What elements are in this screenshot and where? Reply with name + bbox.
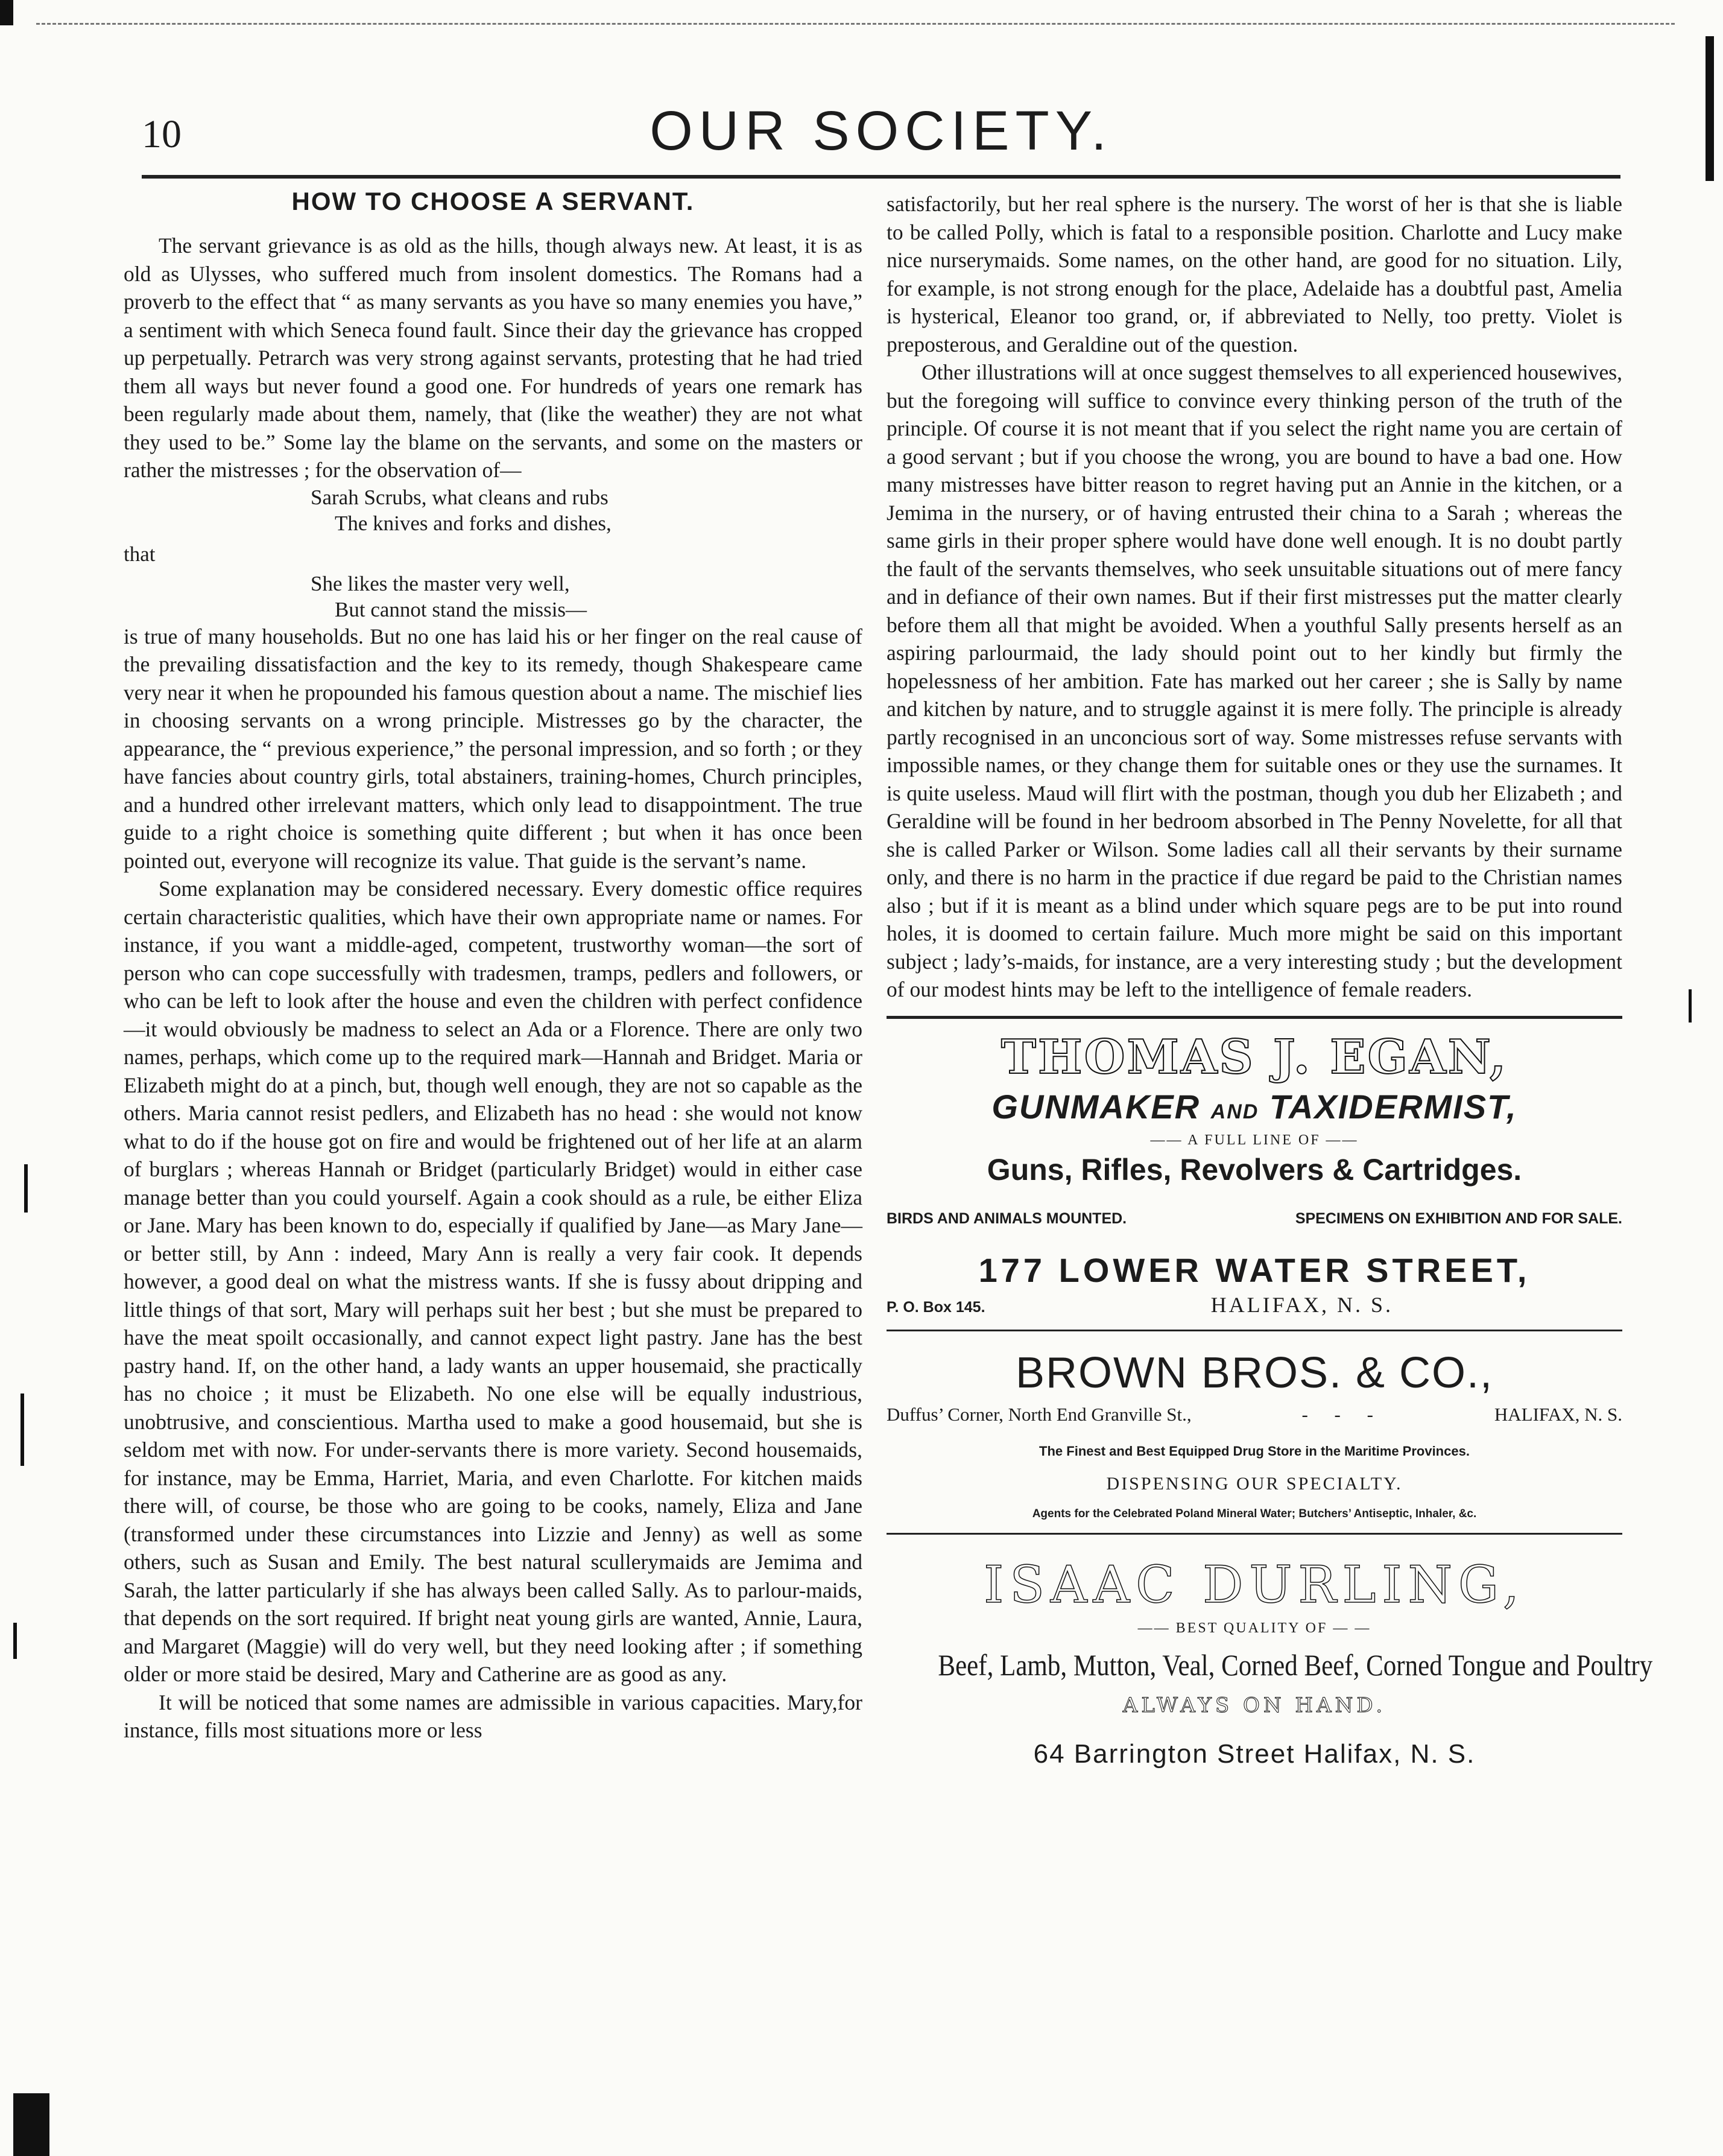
egan-advertisement (887, 1030, 1622, 1317)
journal-title: OUR SOCIETY. (650, 100, 1113, 162)
durling-street: 64 Barrington Street Halifax, N. S. (1033, 1739, 1476, 1769)
article-right-column (887, 190, 1653, 1769)
verse-line-1: Sarah Scrubs, what cleans and rubs (311, 485, 609, 509)
article-left-column (124, 187, 862, 1745)
article-paragraph-3: Some explanation may be considered necessary. Every domestic office requires certain characteristic qualities, which have their own appropriate name or names. For instance, if you want a middle-aged, competent, trustworthy woman—the sort of person who can cope successfully with tradesmen, tramps, pedlers and followers, or who can be left to look after the house and even the children with perfect confidence—it would obviously be madness to select an Ada or a Florence. There are only two names, perhaps, which come up to the required mark—Hannah and Bridget. Maria or Elizabeth might do at a pinch, but, though well enough, they are not so capable as the others. Maria cannot resist pedlers, and Elizabeth has no head : she would not know what to do if the house got on fire and would be frightened out of her life at an alarm of burglars ; whereas Hannah or Bridget (particularly Bridget) would in either case manage better than you could yourself. Again a cook should as a rule, be either Eliza or Jane. Mary has been known to do, especially if qualified by Jane—as Mary Jane—or better still, by Ann : indeed, Mary Ann is really a very fair cook. It depends however, a good deal on what the mistress wants. If she is fussy about dripping and little things of that sort, Mary will perhaps suit her best ; but she must be prepared to have the meat spoilt occasionally, and cannot expect light pastry. Jane has the best pastry hand. If, on the other hand, a lady wants an upper housemaid, she practically has no choice ; it must be Elizabeth. No one else will be equally industrious, unobtrusive, and conscientious. Martha used to make a good housemaid, but she is seldom met with now. For under-servants there is more variety. Second housemaids, for instance, may be Emma, Harriet, Maria, and even Charlotte. For kitchen maids there will, of course, be those who are going to be cooks, namely, Eliza and Jane (transformed under these circumstances into Lizzie and Jenny) as well as some others, such as Susan and Emily. The best natural scullerymaids are Jemima and Sarah, the latter particularly if she has always been called Sally. As to parlour-maids, that depends on the sort required. If bright neat young girls are wanted, Annie, Laura, and Margaret (Maggie) will do very well, but they need looking after ; if something older or more staid be desired, Mary and Catherine are as good as any. (124, 877, 862, 1686)
egan-city: HALIFAX, N. S. (1210, 1292, 1393, 1317)
brown-city: HALIFAX, N. S. (1494, 1403, 1622, 1425)
egan-trade-taxidermist: TAXIDERMIST, (1269, 1087, 1517, 1126)
ad-divider-2 (887, 1330, 1622, 1331)
brown-location-row (887, 1404, 1622, 1425)
brown-dashes: - - - (1301, 1403, 1384, 1425)
egan-trade-gunmaker: GUNMAKER (991, 1087, 1201, 1126)
article-paragraph-1: The servant grievance is as old as the hills, though always new. At least, it is as old as Ulysses, who suffered much from insolent domestics. The Romans had a proverb to the effect that “ as many servants as you have so many enemies you have,” a sentiment with which Seneca found fault. Since their day the grievance has cropped up perpetually. Petrarch was very strong against servants, protesting that he had tried them all ways but never found a good one. For hundreds of years one remark has been regularly made about them, namely, that (like the weather) they are not what they used to be.” Some lay the blame on the servants, and some on the masters or rather the mistresses ; for the observation of— (124, 233, 862, 482)
ad-divider-3 (887, 1533, 1622, 1535)
egan-specimens: SPECIMENS ON EXHIBITION AND FOR SALE. (1295, 1210, 1622, 1227)
article-title: HOW TO CHOOSE A SERVANT. (291, 187, 695, 215)
brown-location: Duffus’ Corner, North End Granville St., (887, 1403, 1192, 1425)
egan-goods: Guns, Rifles, Revolvers & Cartridges. (987, 1152, 1522, 1187)
durling-name: ISAAC DURLING, (984, 1555, 1525, 1614)
egan-services-row (887, 1210, 1622, 1228)
article-paragraph-4: It will be noticed that some names are admissible in various capacities. Mary,for instance, fills most situations more or less (124, 1690, 862, 1742)
durling-advertisement (887, 1555, 1653, 1769)
scan-mark-left-3 (13, 1623, 17, 1659)
page-number: 10 (142, 112, 182, 156)
brown-agents: Agents for the Celebrated Poland Mineral Water; Butchers’ Antiseptic, Inhaler, &c. (1032, 1507, 1477, 1520)
egan-box: P. O. Box 145. (887, 1298, 985, 1316)
brown-specialty: DISPENSING OUR SPECIALTY. (1106, 1473, 1403, 1494)
egan-trade (887, 1087, 1622, 1126)
egan-box-row (887, 1292, 1622, 1317)
egan-address: 177 LOWER WATER STREET, (978, 1251, 1531, 1289)
article-paragraph-2: is true of many households. But no one has laid his or her finger on the real cause of the prevailing dissatisfaction and the key to its remedy, though Shakespeare came very near it when he propounded his famous question about a name. The mischief lies in choosing servants on a wrong principle. Mistresses go by the character, the appearance, the “ previous experience,” the personal impression, and so forth ; or they have fancies about country girls, total abstainers, training-homes, Church principles, and a hundred other irrelevant matters, which only lead to disappointment. The true guide to a right choice is something quite different ; but when it has once been pointed out, everyone will recognize its value. That guide is the servant’s name. (124, 624, 862, 873)
verse-line-4: But cannot stand the missis— (335, 597, 587, 621)
durling-quality: —— BEST QUALITY OF — — (1137, 1620, 1371, 1636)
ad-divider-1 (887, 1016, 1622, 1019)
verse-line-2: The knives and forks and dishes, (335, 511, 612, 535)
brown-tagline: The Finest and Best Equipped Drug Store in the Maritime Provinces. (1039, 1443, 1470, 1459)
scan-mark-right-1 (1689, 989, 1692, 1023)
page-header (142, 100, 1620, 179)
scan-mark-left-1 (24, 1164, 28, 1213)
durling-always: ALWAYS ON HAND. (1122, 1693, 1386, 1717)
verse-connector: that (124, 542, 156, 566)
top-scan-rule (36, 23, 1675, 25)
scan-mark-right-edge (1706, 36, 1714, 181)
scan-mark-top-left (0, 0, 13, 25)
egan-birds: BIRDS AND ANIMALS MOUNTED. (887, 1210, 1127, 1227)
scan-mark-left-2 (21, 1393, 24, 1466)
egan-trade-and: AND (1210, 1100, 1259, 1123)
durling-meats: Beef, Lamb, Mutton, Veal, Corned Beef, Corned Tongue and Poultry (938, 1647, 1653, 1682)
brown-advertisement (887, 1348, 1622, 1521)
egan-name: THOMAS J. EGAN, (1001, 1029, 1508, 1085)
scan-mark-bottom-left (13, 2093, 49, 2156)
article-paragraph-6: Other illustrations will at once suggest themselves to all experienced housewives, but the foregoing will suffice to convince every thinking person of the truth of the principle. Of course it is not meant that if you select the right name you are certain of a good servant ; but if you choose the wrong, you are bound to have a bad one. How many mistresses have bitter reason to regret having put an Annie in the kitchen, or a Jemima in the nursery, or of having entrusted their china to a Sarah ; whereas the same girls in their proper sphere would have done well enough. It is no doubt partly the fault of the servants themselves, who seek unsuitable situations out of mere fancy and in defiance of their own names. But if their first mistresses put the matter clearly before them all that might be avoided. When a youthful Sally presents herself as an aspiring parlourmaid, the lady should point out to her kindly but firmly the hopelessness of her ambition. Fate has marked out her career ; she is Sally by name and kitchen by nature, and to struggle against it is mere folly. The principle is already partly recognised in an unconcious sort of way. Some mistresses refuse servants with impossible names, or they change them for suitable ones or they use the surnames. It is quite useless. Maud will flirt with the postman, though you dub her Elizabeth ; and Geraldine will be found in her bedroom absorbed in The Penny Novelette, for all that she is called Parker or Wilson. Some ladies call all their servants by their surname only, and there is no harm in the practice if due regard be paid to the Christian names also ; but if it is meant as a blind under which square pegs are to be put into round holes, it is doomed to certain failure. Much more might be said on this important subject ; lady’s-maids, for instance, are a very interesting study ; but the development of our modest hints may be left to the intelligence of female readers. (887, 360, 1622, 1001)
egan-full-line: —— A FULL LINE OF —— (1150, 1132, 1359, 1148)
verse-line-3: She likes the master very well, (311, 571, 570, 595)
article-paragraph-5: satisfactorily, but her real sphere is the nursery. The worst of her is that she is liable to be called Polly, which is fatal to a responsible position. Charlotte and Lucy make nice nurserymaids. Some names, on the other hand, are good for no situation. Lily, for example, is not strong enough for the place, Adelaide has a doubtful past, Amelia is hysterical, Eleanor too grand, or, if abbreviated to Nelly, too pretty. Violet is preposterous, and Geraldine out of the question. (887, 192, 1622, 357)
brown-name: BROWN BROS. & CO., (1015, 1348, 1494, 1397)
